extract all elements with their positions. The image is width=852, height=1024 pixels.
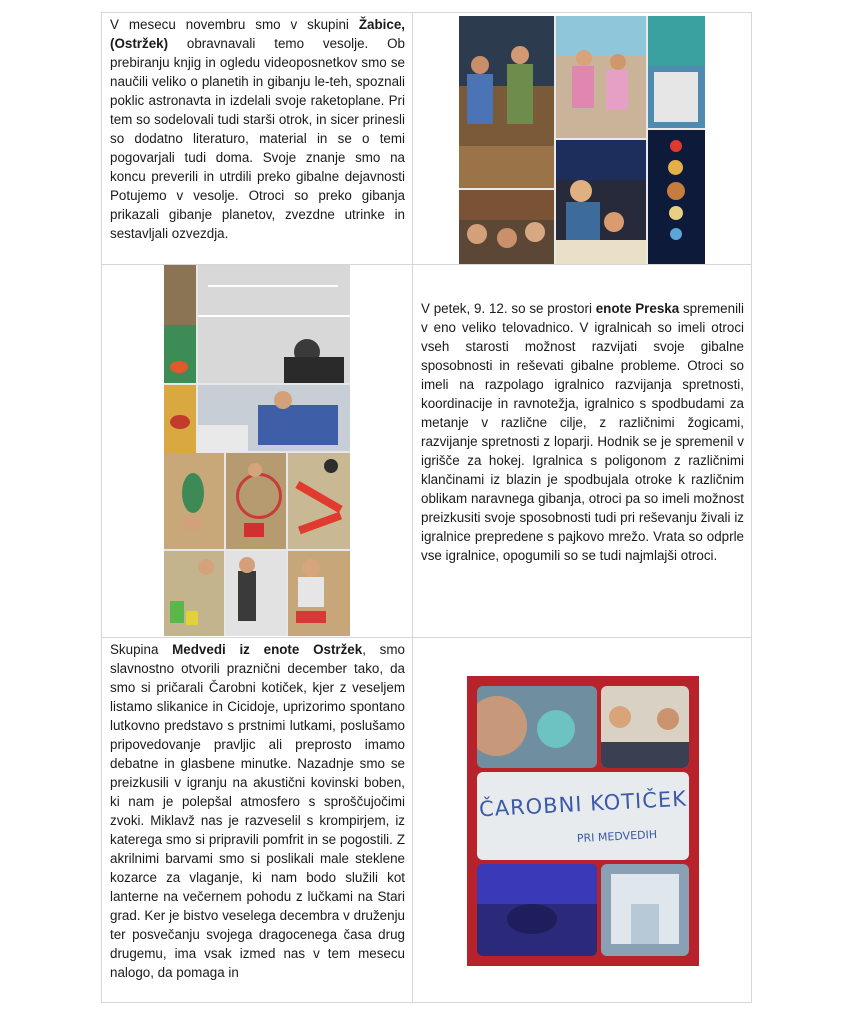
row-text bbox=[102, 13, 412, 243]
text-cell bbox=[102, 13, 413, 265]
collage-photo bbox=[288, 453, 350, 549]
text-run: , smo slavnostno otvorili praznični december tako, da smo si pričarali Čarobni kotiček, kjer z veseljem listamo slikanice in Cicidoje, uprizorimo spontano lutkovno predstavo s prstnimi lutkami, poslušamo pripovedovanje pravljic ali preprosto imamo debatne in glasbene minutke. Nazadnje smo se preizkusili v igranju na akustični kovinski boben, ki nam je polepšal atmosfero s sproščujočimi zvoki. Miklavž nas je razveselil s krompirjem, iz katerega smo si pripravili pomfrit in se pogostili. Z akrilnimi barvami smo si poslikali male steklene kozarce za vlaganje, ki nam bodo služili kot lanterne na večernem pohodu z lučkami na Stari grad. Ker je bistvo veselega decembra v druženju ter posvečanju svojega dragocenega časa drug drugemu, ima vsak izmed nas v tem mesecu nalogo, da pomaga in bbox=[110, 642, 405, 980]
collage-photo bbox=[648, 16, 705, 128]
whiteboard-photo bbox=[477, 772, 689, 860]
image-cell bbox=[413, 13, 752, 265]
collage-photo bbox=[164, 453, 224, 549]
text-run: V petek, 9. 12. so se prostori bbox=[421, 301, 596, 316]
collage-photo bbox=[556, 140, 646, 264]
image-cell bbox=[102, 265, 413, 638]
gym-day-photo-collage bbox=[164, 265, 350, 636]
collage-photo bbox=[601, 864, 689, 956]
table-row bbox=[102, 265, 752, 638]
content-table bbox=[101, 12, 752, 1003]
collage-photo bbox=[226, 453, 286, 549]
text-run: obravnavali temo vesolje. Ob prebiranju knjig in ogledu videoposnetkov smo se naučili veliko o planetih in gibanju le-teh, spoznali poklic astronavta in izdelali svoje raketoplane. Pri tem so sodelovali tudi starši otrok, in sicer prinesli so dodatno literaturo, material in se o temi pogovarjali tudi doma. Svoje znanje smo na koncu preverili in utrdili preko gibalne dejavnosti Potujemo v vesolje. Otroci so preko gibanja prikazali gibanje planetov, zvezdne utrinke in sestavljali ozvezdja. bbox=[110, 36, 405, 241]
text-run: V mesecu novembru smo v skupini bbox=[110, 17, 359, 32]
board-title: ČAROBNI KOTIČEK bbox=[478, 786, 688, 822]
collage-photo bbox=[556, 16, 646, 138]
collage-photo bbox=[477, 686, 597, 768]
table-row bbox=[102, 638, 752, 1003]
magic-corner-photo-collage bbox=[467, 676, 699, 966]
collage-photo bbox=[477, 864, 597, 956]
bold-text-run: enote Preska bbox=[595, 301, 680, 316]
bold-text-run: Medvedi iz enote Ostržek bbox=[172, 642, 363, 657]
board-subtitle: PRI MEDVEDIH bbox=[576, 827, 658, 846]
collage-photo bbox=[164, 551, 224, 636]
row-text bbox=[413, 265, 751, 565]
text-run: Skupina bbox=[110, 642, 173, 657]
collage-photo bbox=[459, 190, 554, 264]
row-text bbox=[102, 638, 412, 982]
collage-photo bbox=[198, 385, 350, 451]
space-theme-photo-collage bbox=[459, 16, 705, 264]
table-row bbox=[102, 13, 752, 265]
collage-photo bbox=[648, 130, 705, 264]
text-cell bbox=[413, 265, 752, 638]
image-cell bbox=[413, 638, 752, 1003]
collage-photo bbox=[164, 265, 196, 383]
collage-photo bbox=[288, 551, 350, 636]
text-cell bbox=[102, 638, 413, 1003]
bold-text-run: Žabice, (Ostržek) bbox=[110, 17, 405, 51]
collage-photo bbox=[601, 686, 689, 768]
collage-photo bbox=[459, 16, 554, 188]
collage-photo bbox=[226, 551, 286, 636]
text-run: spremenili v eno veliko telovadnico. V igralnicah so imeli otroci vseh starosti možnost razvijati svoje gibalne sposobnosti in reševati gibalne probleme. Otroci so imeli na razpolago igralnico razvijanja spretnosti, koordinacije in ravnotežja, igralnico s spodbudami za metanje v različne cilje, z različnimi žogicami, razvijanje spretnosti z loparji. Hodnik se je spremenil v igrišče za hokej. Igralnica s poligonom z različnimi klančinami iz blazin je spodbujala otroke k različnim oblikam naravnega gibanja, otroci pa so imeli možnost preizkusiti svoje sposobnosti tudi pri reševanju živali iz igralnice prepredene s pajkovo mrežo. Vrata so odprle vse igralnice, opogumili so se tudi najmlajši otroci. bbox=[421, 301, 744, 563]
collage-photo bbox=[198, 265, 350, 383]
